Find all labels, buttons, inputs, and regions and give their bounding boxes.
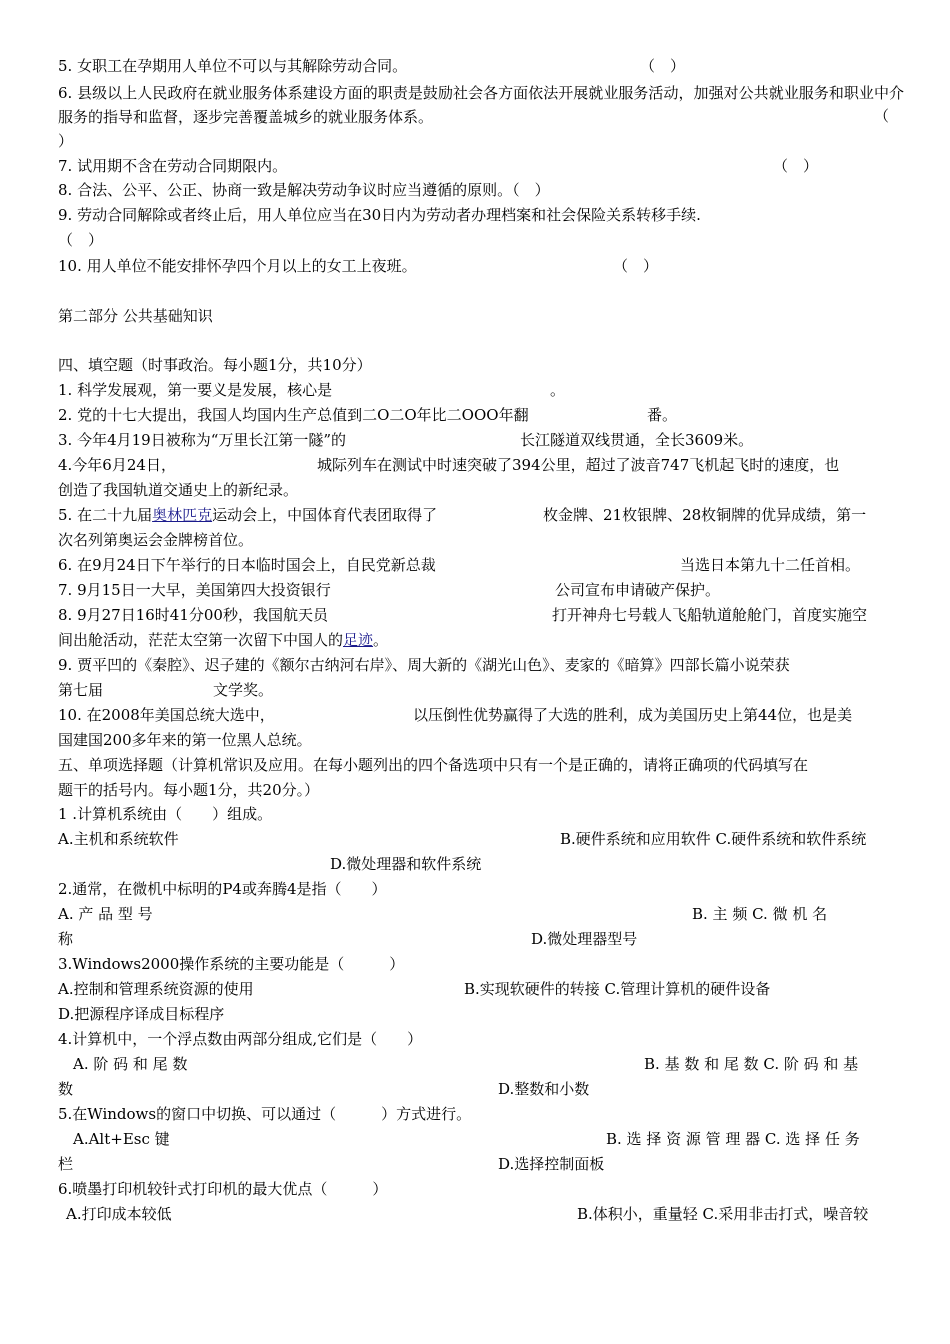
choice-section-title: 五、单项选择题（计算机常识及应用。在每小题列出的四个备选项中只有一个是正确的，请将正确项的代码填写在 (58, 756, 809, 774)
fill-q10-cont: 以压倒性优势赢得了大选的胜利，成为美国历史上第44位，也是美 (413, 706, 853, 724)
fill-section-title: 四、填空题（时事政治。每小题1分，共10分） (58, 356, 372, 374)
fill-q4-text: 4.今年6月24日， (58, 456, 176, 474)
fill-q2-end: 番。 (647, 406, 678, 424)
judge-q6: 6. 县级以上人民政府在就业服务体系建设方面的职责是鼓励社会各方面依法开展就业服务活动，加强对公共就业服务和职业中介服务的指导和监督，逐步完善覆盖城乡的就业服务体系。 (58, 84, 904, 126)
choice-section-title-line2: 题干的括号内。每小题1分，共20分。） (58, 781, 320, 799)
footprint-link[interactable]: 足迹 (343, 631, 374, 649)
choice-q3: 3.Windows2000操作系统的主要功能是（ ） (58, 955, 405, 973)
fill-q4-cont: 城际列车在测试中时速突破了394公里，超过了波音747飞机起飞时的速度，也 (317, 456, 840, 474)
choice-q5-option-d: D.选择控制面板 (498, 1155, 605, 1173)
choice-q2: 2.通常，在微机中标明的P4或奔腾4是指（ ） (58, 880, 387, 898)
fill-q3-end: 长江隧道双线贯通，全长3609米。 (520, 431, 754, 449)
choice-q6-options-bc: B.体积小，重量轻 C.采用非击打式，噪音较 (577, 1205, 869, 1223)
choice-q6: 6.喷墨打印机较针式打印机的最大优点（ ） (58, 1180, 388, 1198)
fill-q9-end: 文学奖。 (213, 681, 274, 699)
fill-q2-text: 2. 党的十七大提出，我国人均国内生产总值到二O二O年比二OOO年翻 (58, 406, 529, 424)
fill-q3-text: 3. 今年4月19日被称为“万里长江第一隧”的 (58, 431, 347, 449)
choice-q4-option-d: D.整数和小数 (498, 1080, 590, 1098)
fill-q5-cont: 枚金牌、21枚银牌、28枚铜牌的优异成绩，第一 (543, 506, 867, 524)
judge-q6-paren-open: （ (874, 107, 890, 125)
choice-q5-options-bc: B. 选 择 资 源 管 理 器 C. 选 择 任 务 (606, 1130, 860, 1148)
olympic-link[interactable]: 奥林匹克 (152, 506, 213, 524)
choice-q4-options-bc: B. 基 数 和 尾 数 C. 阶 码 和 基 (644, 1055, 859, 1073)
judge-q10: 10. 用人单位不能安排怀孕四个月以上的女工上夜班。 (58, 257, 417, 275)
fill-q7-text: 7. 9月15日一大早，美国第四大投资银行 (58, 581, 331, 599)
judge-q7-answer-paren: （ ） (773, 157, 819, 175)
judge-q5: 5. 女职工在孕期用人单位不可以与其解除劳动合同。 (58, 57, 408, 75)
choice-q1-options-bc: B.硬件系统和应用软件 C.硬件系统和软件系统 (560, 830, 867, 848)
choice-q4: 4.计算机中，一个浮点数由两部分组成,它们是（ ） (58, 1030, 423, 1048)
fill-q10-text: 10. 在2008年美国总统大选中， (58, 706, 275, 724)
choice-q3-options-bc: B.实现软硬件的转接 C.管理计算机的硬件设备 (464, 980, 771, 998)
fill-q6-text: 6. 在9月24日下午举行的日本临时国会上，自民党新总裁 (58, 556, 436, 574)
fill-q7-end: 公司宣布申请破产保护。 (555, 581, 721, 599)
choice-q2-options-bc: B. 主 频 C. 微 机 名 (692, 905, 828, 923)
fill-q4-line2: 创造了我国轨道交通史上的新纪录。 (58, 481, 299, 499)
choice-q1: 1 .计算机系统由（ ）组成。 (58, 805, 273, 823)
fill-q5-text: 5. 在二十九届奥林匹克运动会上，中国体育代表团取得了 (58, 506, 438, 524)
fill-q8-text: 8. 9月27日16时41分00秒，我国航天员 (58, 606, 328, 624)
choice-q2-option-d: D.微处理器型号 (531, 930, 638, 948)
fill-q1-text: 1. 科学发展观，第一要义是发展，核心是 (58, 381, 333, 399)
fill-q8-cont: 打开神舟七号载人飞船轨道舱舱门，首度实施空 (552, 606, 868, 624)
judge-q5-answer-paren: （ ） (640, 57, 686, 75)
fill-q10-line2: 国建国200多年来的第一位黑人总统。 (58, 731, 312, 749)
choice-q4-option-a: A. 阶 码 和 尾 数 (73, 1055, 188, 1073)
fill-q1-end: 。 (550, 381, 566, 399)
choice-q1-option-d: D.微处理器和软件系统 (330, 855, 482, 873)
choice-q1-option-a: A.主机和系统软件 (58, 830, 179, 848)
fill-q9-line2: 第七届 (58, 681, 104, 699)
choice-q3-option-a: A.控制和管理系统资源的使用 (58, 980, 254, 998)
choice-q3-option-d: D.把源程序译成目标程序 (58, 1005, 225, 1023)
choice-q2-option-c-end: 称 (58, 930, 74, 948)
judge-q8: 8. 合法、公平、公正、协商一致是解决劳动争议时应当遵循的原则。（ ） (58, 181, 550, 199)
fill-q9-text: 9. 贾平凹的《秦腔》、迟子建的《额尔古纳河右岸》、周大新的《湖光山色》、麦家的《暗算》四部长篇小说荣获 (58, 656, 790, 674)
judge-q6-paren-close: ） (58, 132, 74, 150)
fill-q6-end: 当选日本第九十二任首相。 (680, 556, 861, 574)
judge-q7: 7. 试用期不含在劳动合同期限内。 (58, 157, 288, 175)
judge-q9-answer-paren: （ ） (58, 231, 104, 249)
part2-title: 第二部分 公共基础知识 (58, 307, 213, 325)
choice-q2-option-a: A. 产 品 型 号 (58, 905, 153, 923)
fill-q5-line2: 次名列第奥运会金牌榜首位。 (58, 531, 254, 549)
choice-q6-option-a: A.打印成本较低 (66, 1205, 172, 1223)
choice-q4-option-c-end: 数 (58, 1080, 74, 1098)
choice-q5: 5.在Windows的窗口中切换、可以通过（ ）方式进行。 (58, 1105, 472, 1123)
judge-q10-answer-paren: （ ） (613, 257, 659, 275)
judge-q9: 9. 劳动合同解除或者终止后，用人单位应当在30日内为劳动者办理档案和社会保险关系转移手续. (58, 206, 701, 224)
fill-q8-line2: 间出舱活动，茫茫太空第一次留下中国人的足迹。 (58, 631, 389, 649)
choice-q5-option-c-end: 栏 (58, 1155, 74, 1173)
choice-q5-option-a: A.Alt+Esc 键 (73, 1130, 170, 1148)
